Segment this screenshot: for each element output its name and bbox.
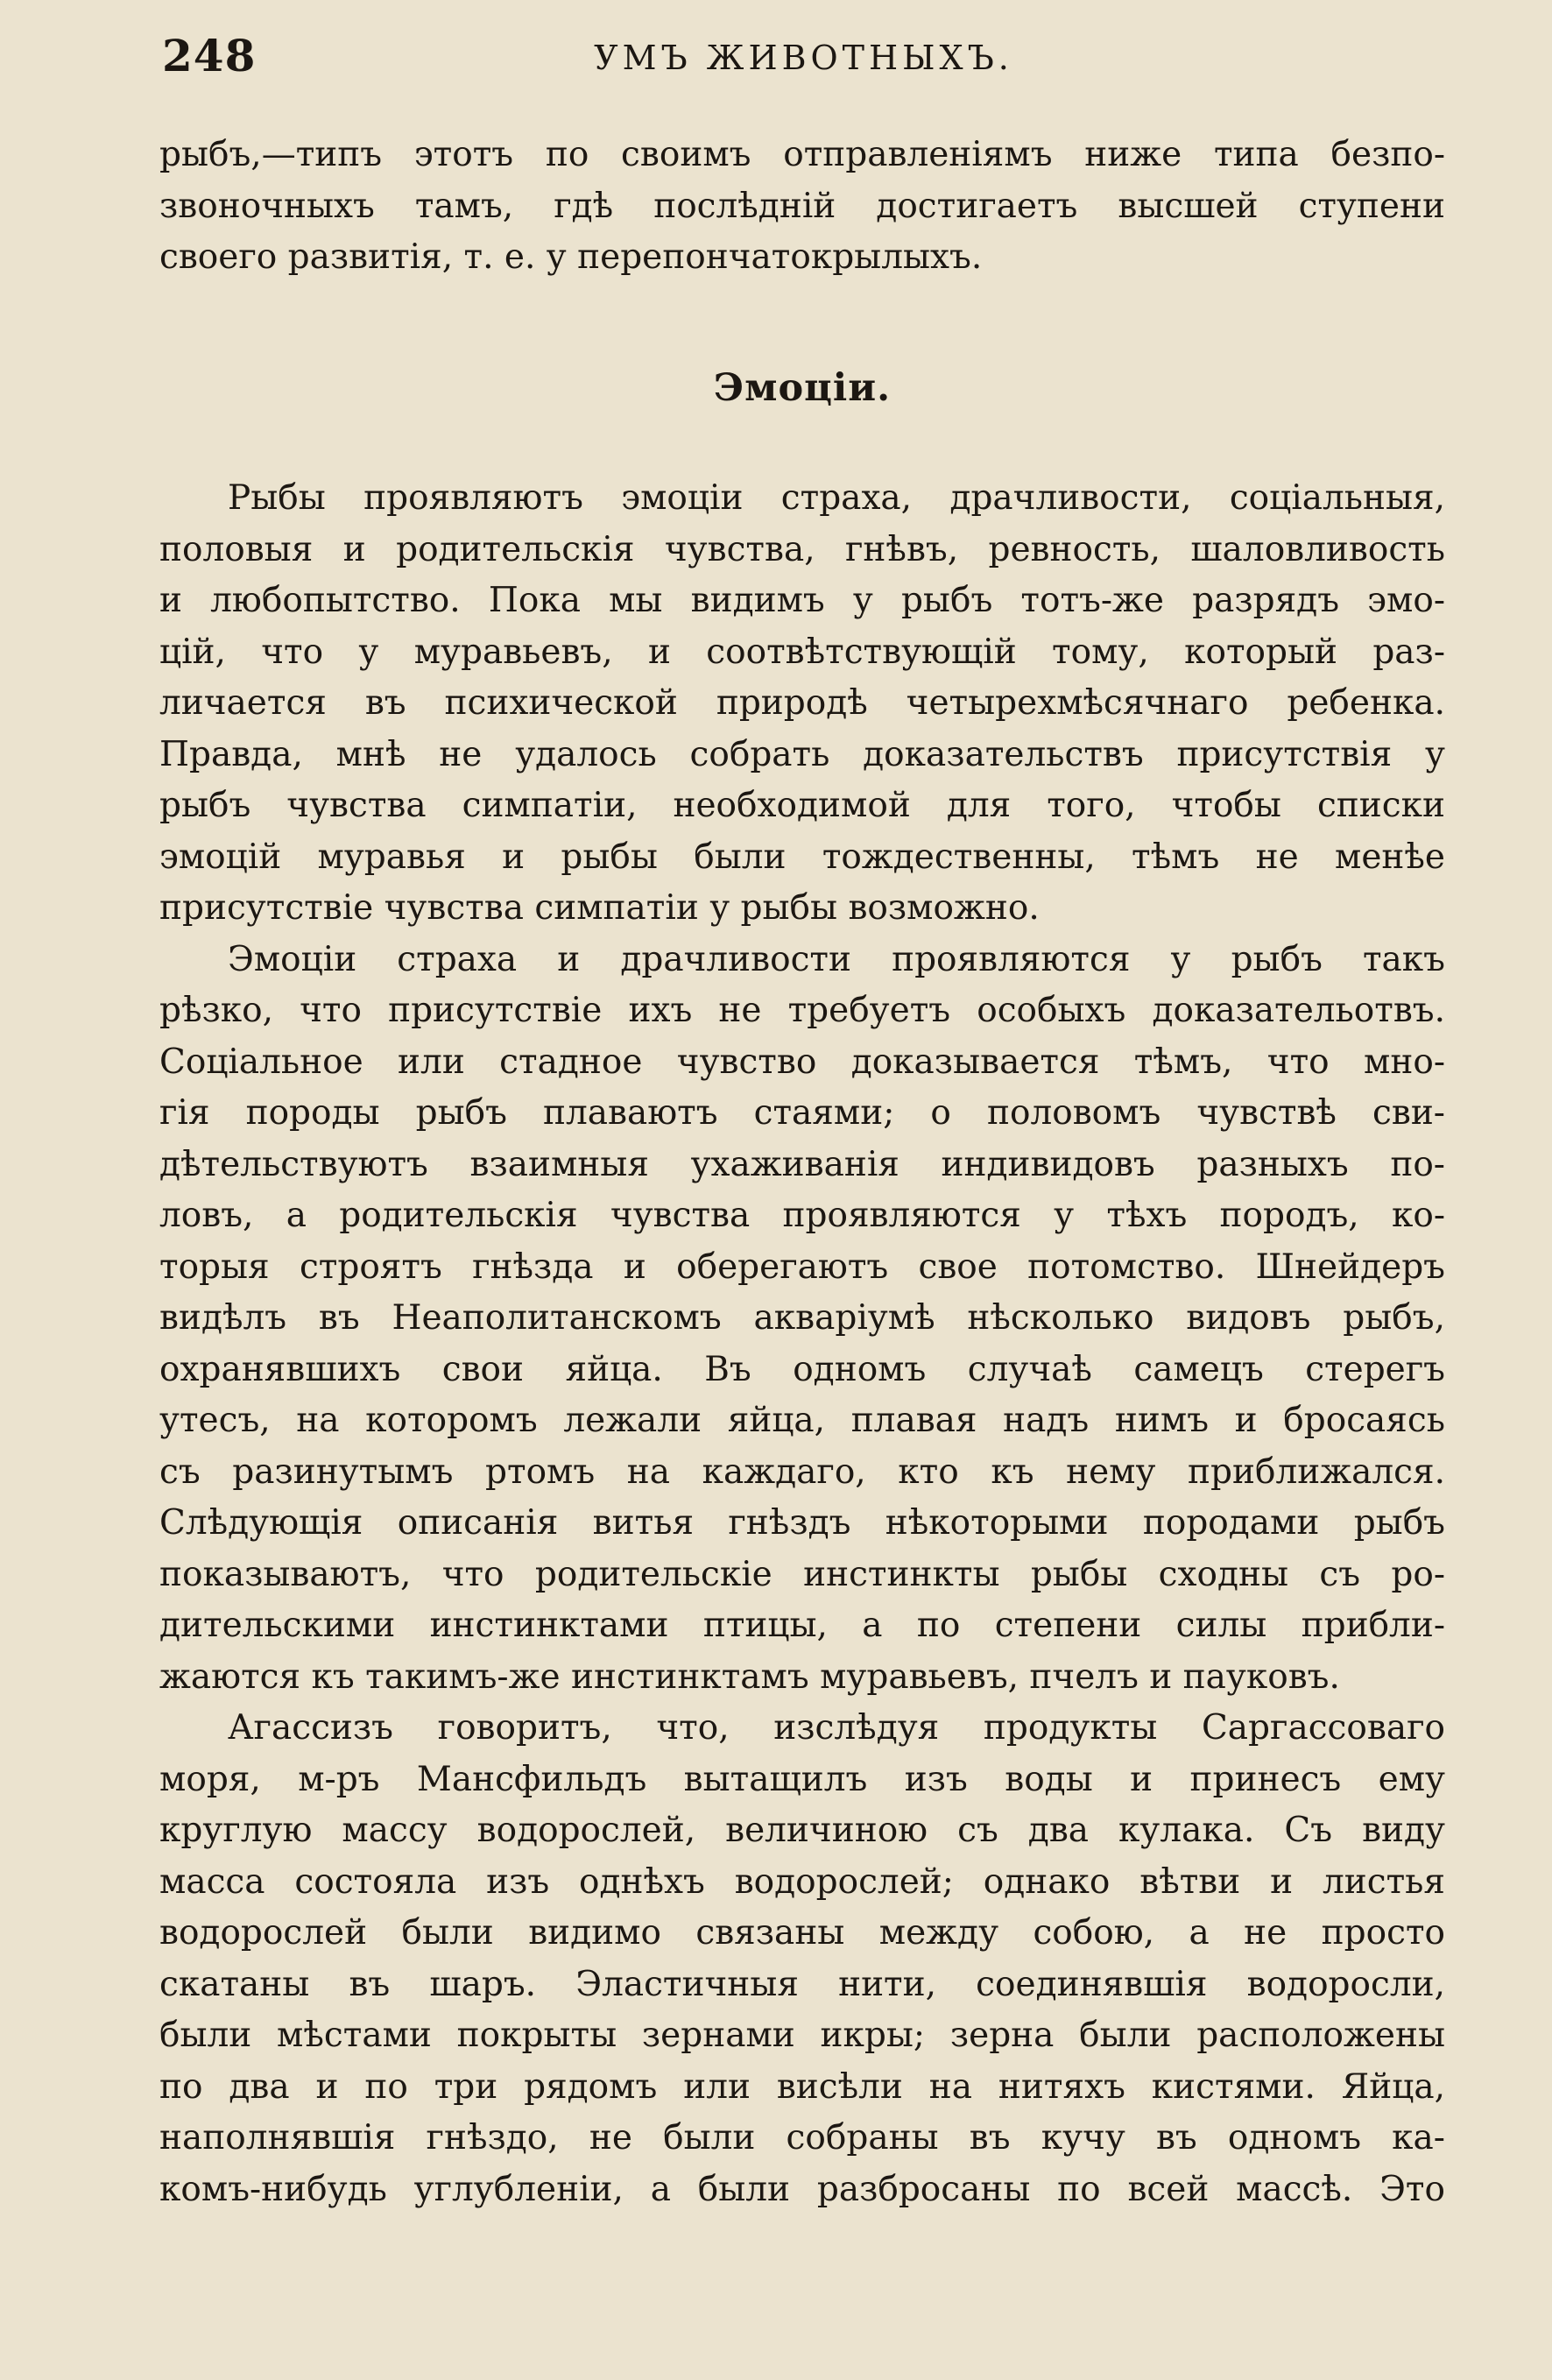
text-line: цій, что у муравьевъ, и соотвѣтствующій тому, который раз- xyxy=(159,632,1445,672)
text-line: эмоцій муравья и рыбы были тождественны, тѣмъ не менѣе xyxy=(159,837,1445,877)
text-line: рѣзко, что присутствіе ихъ не требуетъ особыхъ доказательотвъ. xyxy=(159,991,1445,1030)
text-line: масса состояла изъ однѣхъ водорослей; однако вѣтви и листья xyxy=(159,1861,1445,1902)
running-head: УМЪ ЖИВОТНЫХЪ. xyxy=(594,39,1013,77)
text-line: Рыбы проявляютъ эмоціи страха, драчливости, соціальныя, xyxy=(228,478,1445,518)
continued-paragraph xyxy=(159,130,1445,284)
text-line: торыя строятъ гнѣзда и оберегаютъ свое потомство. Шнейдеръ xyxy=(159,1246,1445,1287)
text-line: и любопытство. Пока мы видимъ у рыбъ тотъ-же разрядъ эмо- xyxy=(159,581,1445,620)
text-line: Агассизъ говоритъ, что, изслѣдуя продукты Саргассоваго xyxy=(228,1708,1445,1748)
text-line: скатаны въ шаръ. Эластичныя нити, соединявшія водоросли, xyxy=(159,1964,1445,2004)
text-line: присутствіе чувства симпатіи у рыбы возможно. xyxy=(159,888,1040,928)
text-line: по два и по три рядомъ или висѣли на нитяхъ кистями. Яйца, xyxy=(159,2066,1445,2107)
text-line: видѣлъ въ Неаполитанскомъ акваріумѣ нѣсколько видовъ рыбъ, xyxy=(159,1298,1445,1338)
text-line: жаются къ такимъ-же инстинктамъ муравьевъ, пчелъ и пауковъ. xyxy=(159,1656,1340,1697)
section-body xyxy=(159,473,1445,2215)
text-line: наполнявшія гнѣздо, не были собраны въ кучу въ одномъ ка- xyxy=(159,2118,1445,2158)
text-line: дѣтельствуютъ взаимныя ухаживанія индивидовъ разныхъ по- xyxy=(159,1144,1445,1184)
page-header xyxy=(162,30,1445,82)
text-line: рыбъ чувства симпатіи, необходимой для того, чтобы списки xyxy=(159,786,1445,825)
text-line: ловъ, а родительскія чувства проявляются у тѣхъ породъ, ко- xyxy=(159,1196,1445,1235)
text-line: личается въ психической природѣ четырехмѣсячнаго ребенка. xyxy=(159,683,1445,723)
text-line: гія породы рыбъ плаваютъ стаями; о половомъ чувствѣ сви- xyxy=(159,1093,1445,1133)
text-line: водорослей были видимо связаны между собою, а не просто xyxy=(159,1913,1445,1953)
page-number: 248 xyxy=(162,30,257,81)
text-line: Слѣдующія описанія витья гнѣздъ нѣкоторыми породами рыбъ xyxy=(159,1503,1445,1543)
text-line: Правда, мнѣ не удалось собрать доказательствъ присутствія у xyxy=(159,734,1445,774)
text-line: половыя и родительскія чувства, гнѣвъ, ревность, шаловливость xyxy=(159,529,1445,569)
text-line: дительскими инстинктами птицы, а по степени силы прибли- xyxy=(159,1606,1445,1645)
text-line: круглую массу водорослей, величиною съ два кулака. Съ виду xyxy=(159,1811,1445,1850)
text-line: рыбъ,—типъ этотъ по своимъ отправленіямъ ниже типа безпо- xyxy=(159,135,1445,174)
text-line: Эмоціи страха и драчливости проявляются у рыбъ такъ xyxy=(228,939,1445,979)
text-line: охранявшихъ свои яйца. Въ одномъ случаѣ самецъ стерегъ xyxy=(159,1349,1445,1389)
text-line: звоночныхъ тамъ, гдѣ послѣдній достигаетъ высшей ступени xyxy=(159,186,1445,226)
text-line: были мѣстами покрыты зернами икры; зерна были расположены xyxy=(159,2016,1445,2055)
text-line: съ разинутымъ ртомъ на каждаго, кто къ нему приближался. xyxy=(159,1451,1445,1492)
text-line: утесъ, на которомъ лежали яйца, плавая надъ нимъ и бросаясь xyxy=(159,1401,1445,1440)
text-line: моря, м-ръ Мансфильдъ вытащилъ изъ воды и принесъ ему xyxy=(159,1759,1445,1799)
text-line: Соціальное или стадное чувство доказывается тѣмъ, что мно- xyxy=(159,1042,1445,1082)
text-line: своего развитія, т. е. у перепончатокрылыхъ. xyxy=(159,237,983,277)
text-line: показываютъ, что родительскіе инстинкты рыбы сходны съ ро- xyxy=(159,1554,1445,1594)
text-line: комъ-нибудь углубленіи, а были разбросаны по всей массѣ. Это xyxy=(159,2169,1445,2209)
section-title: Эмоціи. xyxy=(713,366,892,410)
